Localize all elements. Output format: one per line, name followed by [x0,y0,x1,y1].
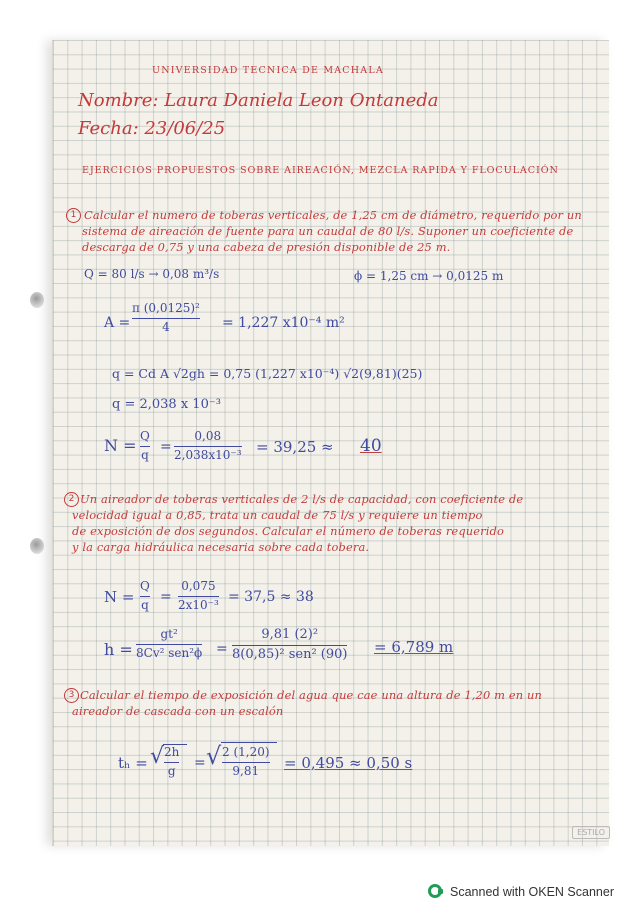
fraction-numerator: 0,075 [181,579,216,593]
fraction-bar [136,644,202,645]
fraction-denominator: 2x10⁻³ [178,597,219,612]
fraction-bar [174,446,242,447]
area-fraction [132,302,200,335]
exercise1-line: Calcular el numero de toberas verticales, de 1,25 cm de diámetro, requerido por un [84,208,582,222]
equals-sign: = [216,641,228,657]
fraction-bar [140,596,150,597]
binder-hole [30,292,44,308]
value-fraction [178,580,219,613]
fraction-numerator: 9,81 (2)² [261,627,319,642]
discharge-formula: q = Cd A √2gh = 0,75 (1,227 x10⁻⁴) √2(9,81)(25) [112,366,423,381]
notebook-brand-logo: ESTILO [572,826,610,839]
scanner-logo-icon [428,884,442,898]
exercise2-line: velocidad igual a 0,85, trata un caudal de 75 l/s y requiere un tiempo [72,508,483,522]
fraction-numerator: 2 (1,20) [222,745,270,759]
nozzle-count-result: = 39,25 ≈ [256,438,334,456]
fraction-bar [164,762,179,763]
head-value-fraction [232,628,347,663]
area-result: = 1,227 x10⁻⁴ m² [222,315,345,331]
subject-title: EJERCICIOS PROPUESTOS SOBRE AIREACIÓN, MEZCLA RAPIDA Y FLOCULACIÓN [82,165,559,176]
time-label: tₕ = [118,754,148,772]
exercise1-line: sistema de aireación de fuente para un caudal de 80 l/s. Suponer un coeficiente de [82,224,574,238]
diameter-given: ϕ = 1,25 cm → 0,0125 m [354,269,504,283]
time-formula-fraction [164,746,179,779]
fraction-bar [178,596,219,597]
binder-hole [30,538,44,554]
nozzle-count-result: = 37,5 ≈ 38 [228,589,314,605]
exercise-number: 1 [66,208,81,223]
sqrt-sign: √ [206,742,222,770]
exercise-number: 3 [64,688,79,703]
exercise3-line: aireador de cascada con un escalón [72,704,284,718]
area-numerator: π (0,0125)² [132,301,200,315]
university-title: UNIVERSIDAD TECNICA DE MACHALA [152,65,384,76]
fraction-bar [132,318,200,319]
fraction-bar [140,446,150,447]
ratio-fraction [140,580,150,613]
head-label: h = [104,640,133,659]
sqrt-bar [221,742,277,743]
fraction-bar [232,645,347,646]
fraction-denominator: 8(0,85)² sen² (90) [232,646,348,662]
fraction-denominator: 2,038x10⁻³ [174,447,242,462]
exercise2-line: de exposición de dos segundos. Calcular el número de toberas requerido [72,524,504,538]
nozzle-count-final: 40 [360,436,382,456]
fraction-numerator: 2h [164,745,180,759]
fraction-denominator: 8Cv² sen²ϕ [136,645,203,660]
value-fraction [174,430,242,463]
sqrt-sign: √ [150,744,165,769]
exercise3-line: Calcular el tiempo de exposición del agua que cae una altura de 1,20 m en un [80,688,542,702]
exercise1-line: descarga de 0,75 y una cabeza de presión disponible de 25 m. [82,240,451,254]
equals-sign: = [194,755,206,771]
exercise2-line: y la carga hidráulica necesaria sobre cada tobera. [72,540,370,554]
discharge-result: q = 2,038 x 10⁻³ [112,397,221,412]
ratio-fraction [140,430,150,463]
equals-sign: = [160,439,172,455]
head-result: = 6,789 m [374,638,454,656]
fraction-denominator: q [141,597,149,612]
student-name: Nombre: Laura Daniela Leon Ontaneda [78,90,439,111]
time-value-fraction [222,746,270,779]
fraction-numerator: gt² [160,627,178,641]
head-formula-fraction [136,628,202,661]
date: Fecha: 23/06/25 [78,118,226,139]
flow-given: Q = 80 l/s → 0,08 m³/s [84,267,220,281]
fraction-numerator: Q [140,579,150,593]
scanner-watermark: Scanned with OKEN Scanner [450,885,614,899]
exercise-number: 2 [64,492,79,507]
equals-sign: = [160,589,172,605]
nozzle-count-label: N = [104,436,137,455]
fraction-numerator: Q [140,429,150,443]
time-result: = 0,495 ≈ 0,50 s [284,754,413,772]
nozzle-count-label: N = [104,588,135,606]
fraction-bar [222,762,270,763]
area-label: A = [104,315,131,331]
fraction-denominator: g [167,763,176,778]
fraction-numerator: 0,08 [194,429,222,443]
fraction-denominator: 9,81 [232,763,260,778]
exercise2-line: Un aireador de toberas verticales de 2 l/s de capacidad, con coeficiente de [80,492,524,506]
fraction-denominator: q [141,447,149,462]
area-denominator: 4 [162,319,170,334]
